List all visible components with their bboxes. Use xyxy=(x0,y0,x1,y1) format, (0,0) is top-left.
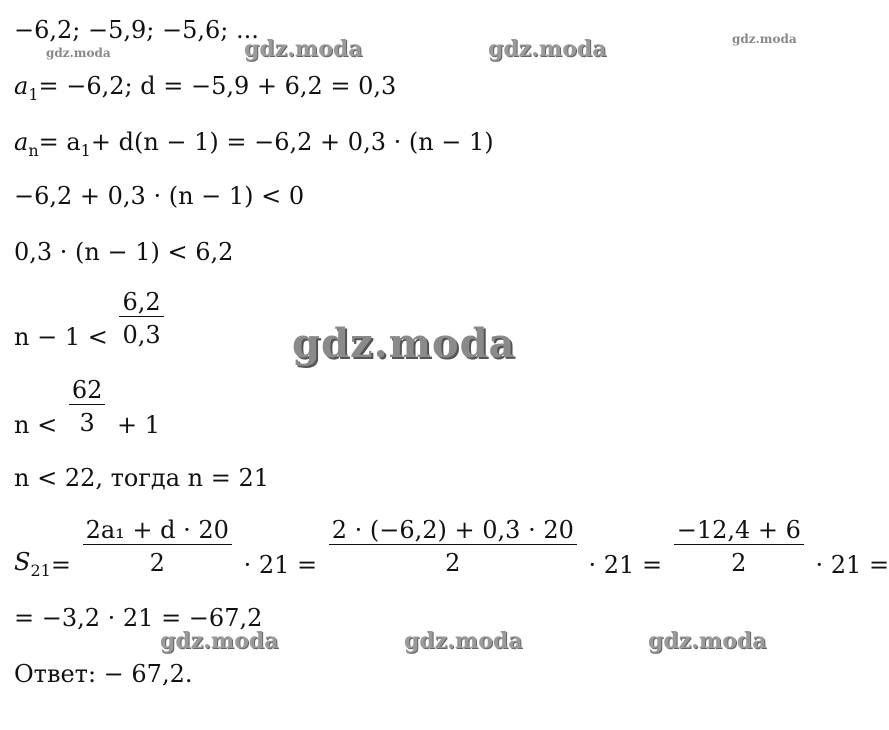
inequality-4-left: n < xyxy=(14,410,58,439)
sum-fraction-1 xyxy=(83,518,232,575)
result-n-line: n < 22, тогда n = 21 xyxy=(14,464,269,492)
fraction-numerator: 6,2 xyxy=(119,290,163,317)
fraction-6-2-over-0-3 xyxy=(119,290,163,347)
fraction-numerator: 2a₁ + d · 20 xyxy=(83,518,232,545)
watermark: gdz.moda xyxy=(244,36,363,62)
fraction-numerator: −12,4 + 6 xyxy=(674,518,804,545)
fraction-denominator: 2 xyxy=(731,549,747,577)
watermark: gdz.moda xyxy=(404,628,523,654)
watermark: gdz.moda xyxy=(292,320,516,367)
fraction-denominator: 0,3 xyxy=(122,321,161,349)
times-21-1: · 21 = xyxy=(243,550,318,579)
equals: = xyxy=(50,550,71,579)
fraction-62-over-3 xyxy=(69,378,106,435)
inequality-2: 0,3 · (n − 1) < 6,2 xyxy=(14,238,234,266)
watermark: gdz.moda xyxy=(488,36,607,62)
watermark: gdz.moda xyxy=(732,32,797,46)
sequence-line: −6,2; −5,9; −5,6; ... xyxy=(14,16,259,44)
formula-sub: 1 xyxy=(80,140,91,160)
times-21-2: · 21 = xyxy=(588,550,663,579)
fraction-numerator: 2 · (−6,2) + 0,3 · 20 xyxy=(329,518,577,545)
inequality-1: −6,2 + 0,3 · (n − 1) < 0 xyxy=(14,182,305,210)
sum-fraction-3 xyxy=(674,518,804,575)
inequality-4-right: + 1 xyxy=(117,410,161,439)
first-term-and-difference xyxy=(14,74,396,103)
general-term-formula xyxy=(14,130,494,159)
s21-symbol: $S_{21}$ xyxy=(14,548,51,580)
watermark: gdz.moda xyxy=(648,628,767,654)
sum-fraction-2 xyxy=(329,518,577,575)
fraction-denominator: 3 xyxy=(79,409,95,437)
times-21-3: · 21 = xyxy=(815,550,889,579)
answer-line: Ответ: − 67,2. xyxy=(14,660,193,688)
an-symbol: $a_n$ xyxy=(14,128,39,160)
sum-formula-line xyxy=(14,518,889,579)
inequality-4 xyxy=(14,378,160,437)
fraction-denominator: 2 xyxy=(445,549,461,577)
difference-expression: = −6,2; d = −5,9 + 6,2 = 0,3 xyxy=(38,72,397,100)
inequality-3-left: n − 1 < xyxy=(14,322,108,351)
a-symbol: $a_1$ xyxy=(14,72,39,104)
watermark: gdz.moda xyxy=(160,628,279,654)
inequality-3 xyxy=(14,290,168,349)
formula-part-1: = a xyxy=(38,128,81,156)
watermark: gdz.moda xyxy=(46,46,111,60)
sum-result-line: = −3,2 · 21 = −67,2 xyxy=(14,604,263,632)
fraction-numerator: 62 xyxy=(69,378,106,405)
fraction-denominator: 2 xyxy=(149,549,165,577)
formula-part-2: + d(n − 1) = −6,2 + 0,3 · (n − 1) xyxy=(90,128,494,156)
